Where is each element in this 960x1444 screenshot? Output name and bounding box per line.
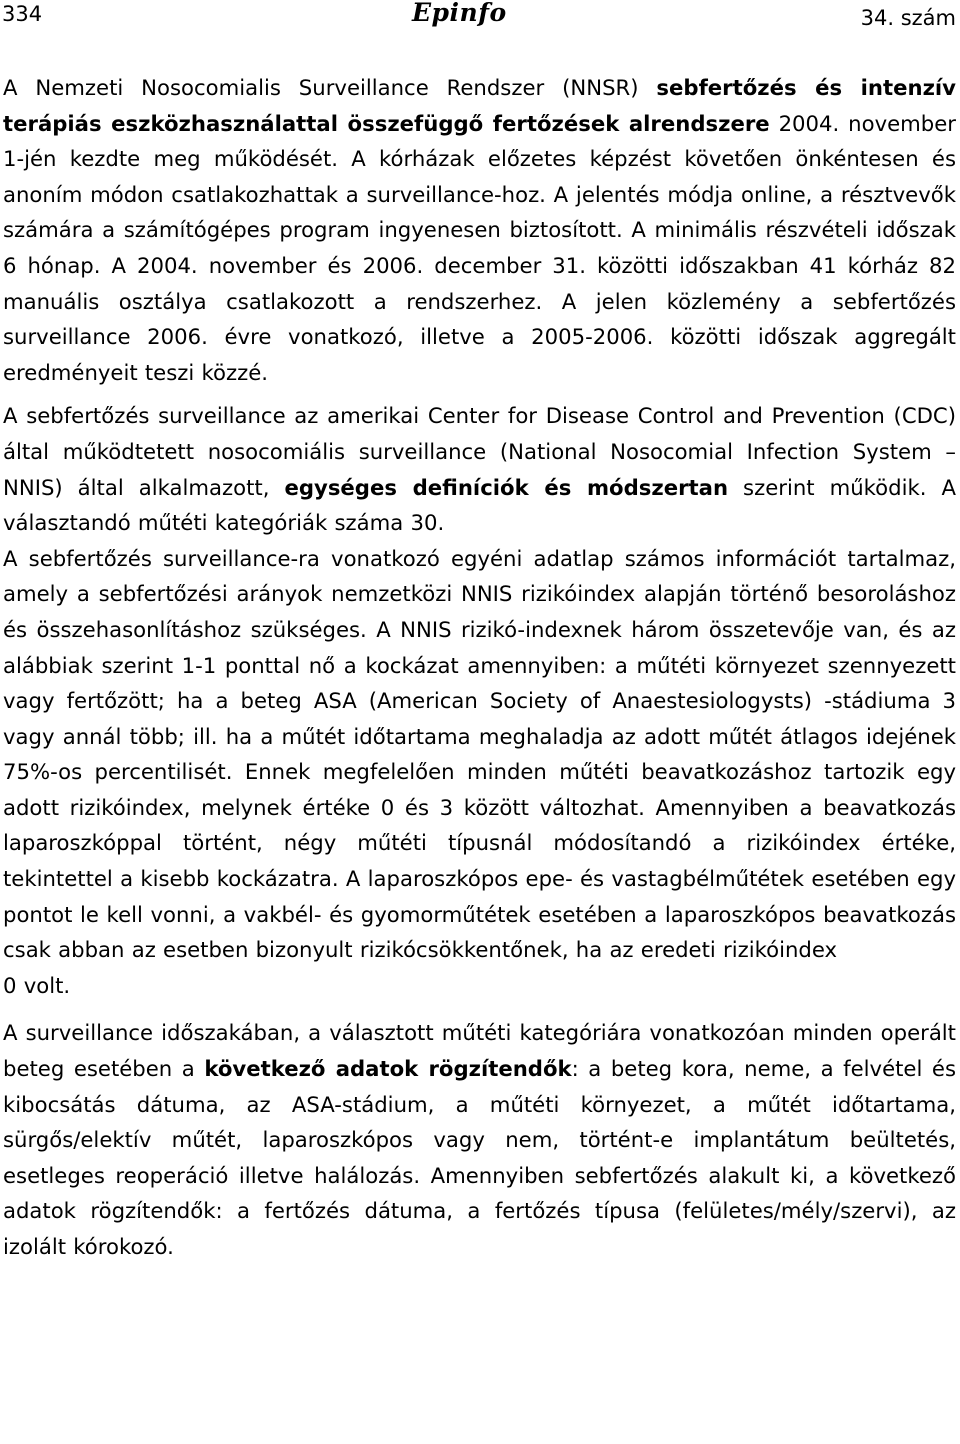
journal-title: Epinfo [412,0,507,27]
paragraph-methodology: A sebfertőzés surveillance az amerikai Center for Disease Control and Prevention (CDC) által működtetett nosocomiális surveillance (National Nosocomial Infection System – NNIS) által alkalmazott, egységes definíciók és módszertan szerint működik. A választandó műtéti kategóriák száma 30. [3,403,956,536]
emphasis-data-items: következő adatok rögzítendők [204,1056,572,1082]
page-header [0,0,960,44]
emphasis-subsystem: sebfertőzés és intenzív terápiás eszközhasználattal összefüggő fertőzések alrendszere [3,75,956,136]
paragraph-risk-index-end: 0 volt. [3,972,71,998]
article-body [3,70,956,1265]
paragraph-risk-index: A sebfertőzés surveillance-ra vonatkozó egyéni adatlap számos információt tartalmaz, amely a sebfertőzési arányok nemzetközi NNIS rizikóindex alapján történő besoroláshoz és összehasonlításhoz szükséges. A NNIS rizikó-indexnek három összetevője van, és az alábbiak szerint 1-1 ponttal nő a kockázat amennyiben: a műtéti környezet szennyezett vagy fertőzött; ha a beteg ASA (American Society of Anaestesiologysts) -stádiuma 3 vagy annál több; ill. ha a műtét időtartama meghaladja az adott műtét átlagos idejének 75%-os percentilisét. Ennek megfelelően minden műtéti beavatkozáshoz tartozik egy adott rizikóindex, melynek értéke 0 és 3 között változhat. Amennyiben a beavatkozás laparoszkóppal történt, négy műtéti típusnál módosítandó a rizikóindex értéke, tekintettel a kisebb kockázatra. A laparoszkópos epe- és vastagbélműtétek esetében egy pontot le kell vonni, a vakbél- és gyomorműtétek esetében a laparoszkópos beavatkozás csak abban az esetben bizonyult rizikócsökkentőnek, ha az eredeti rizikóindex [3,545,956,963]
paragraph-nnsr-intro: A Nemzeti Nosocomialis Surveillance Rendszer (NNSR) sebfertőzés és intenzív terápiás eszközhasználattal összefüggő fertőzések alrendszere 2004. november 1-jén kezdte meg működését. A kórházak előzetes képzést követően önkéntesen és anoním módon csatlakozhattak a surveillance-hoz. A jelentés módja online, a résztvevők számára a számítógépes program ingyenesen biztosított. A minimális részvételi időszak 6 hónap. A 2004. november és 2006. december 31. közötti időszakban 41 kórház 82 manuális osztálya csatlakozott a rendszerhez. A jelen közlemény a sebfertőzés surveillance 2006. évre vonatkozó, illetve a 2005-2006. közötti időszak aggregált eredményeit teszi közzé. [3,75,956,385]
emphasis-definitions: egységes definíciók és módszertan [284,474,729,500]
issue-number: 34. szám [860,6,956,30]
page-number: 334 [2,2,43,26]
paragraph-data-recorded: A surveillance időszakában, a választott műtéti kategóriára vonatkozóan minden operált beteg esetében a következő adatok rögzítendők: a beteg kora, neme, a felvétel és kibocsátás dátuma, az ASA-stádium, a műtéti környezet, a műtét időtartama, sürgős/elektív műtét, laparoszkópos vagy nem, történt-e implantátum beültetés, esetleges reoperáció illetve halálozás. Amennyiben sebfertőzés alakult ki, a következő adatok rögzítendők: a fertőzés dátuma, a fertőzés típusa (felületes/mély/szervi), az izolált kórokozó. [3,1020,956,1259]
